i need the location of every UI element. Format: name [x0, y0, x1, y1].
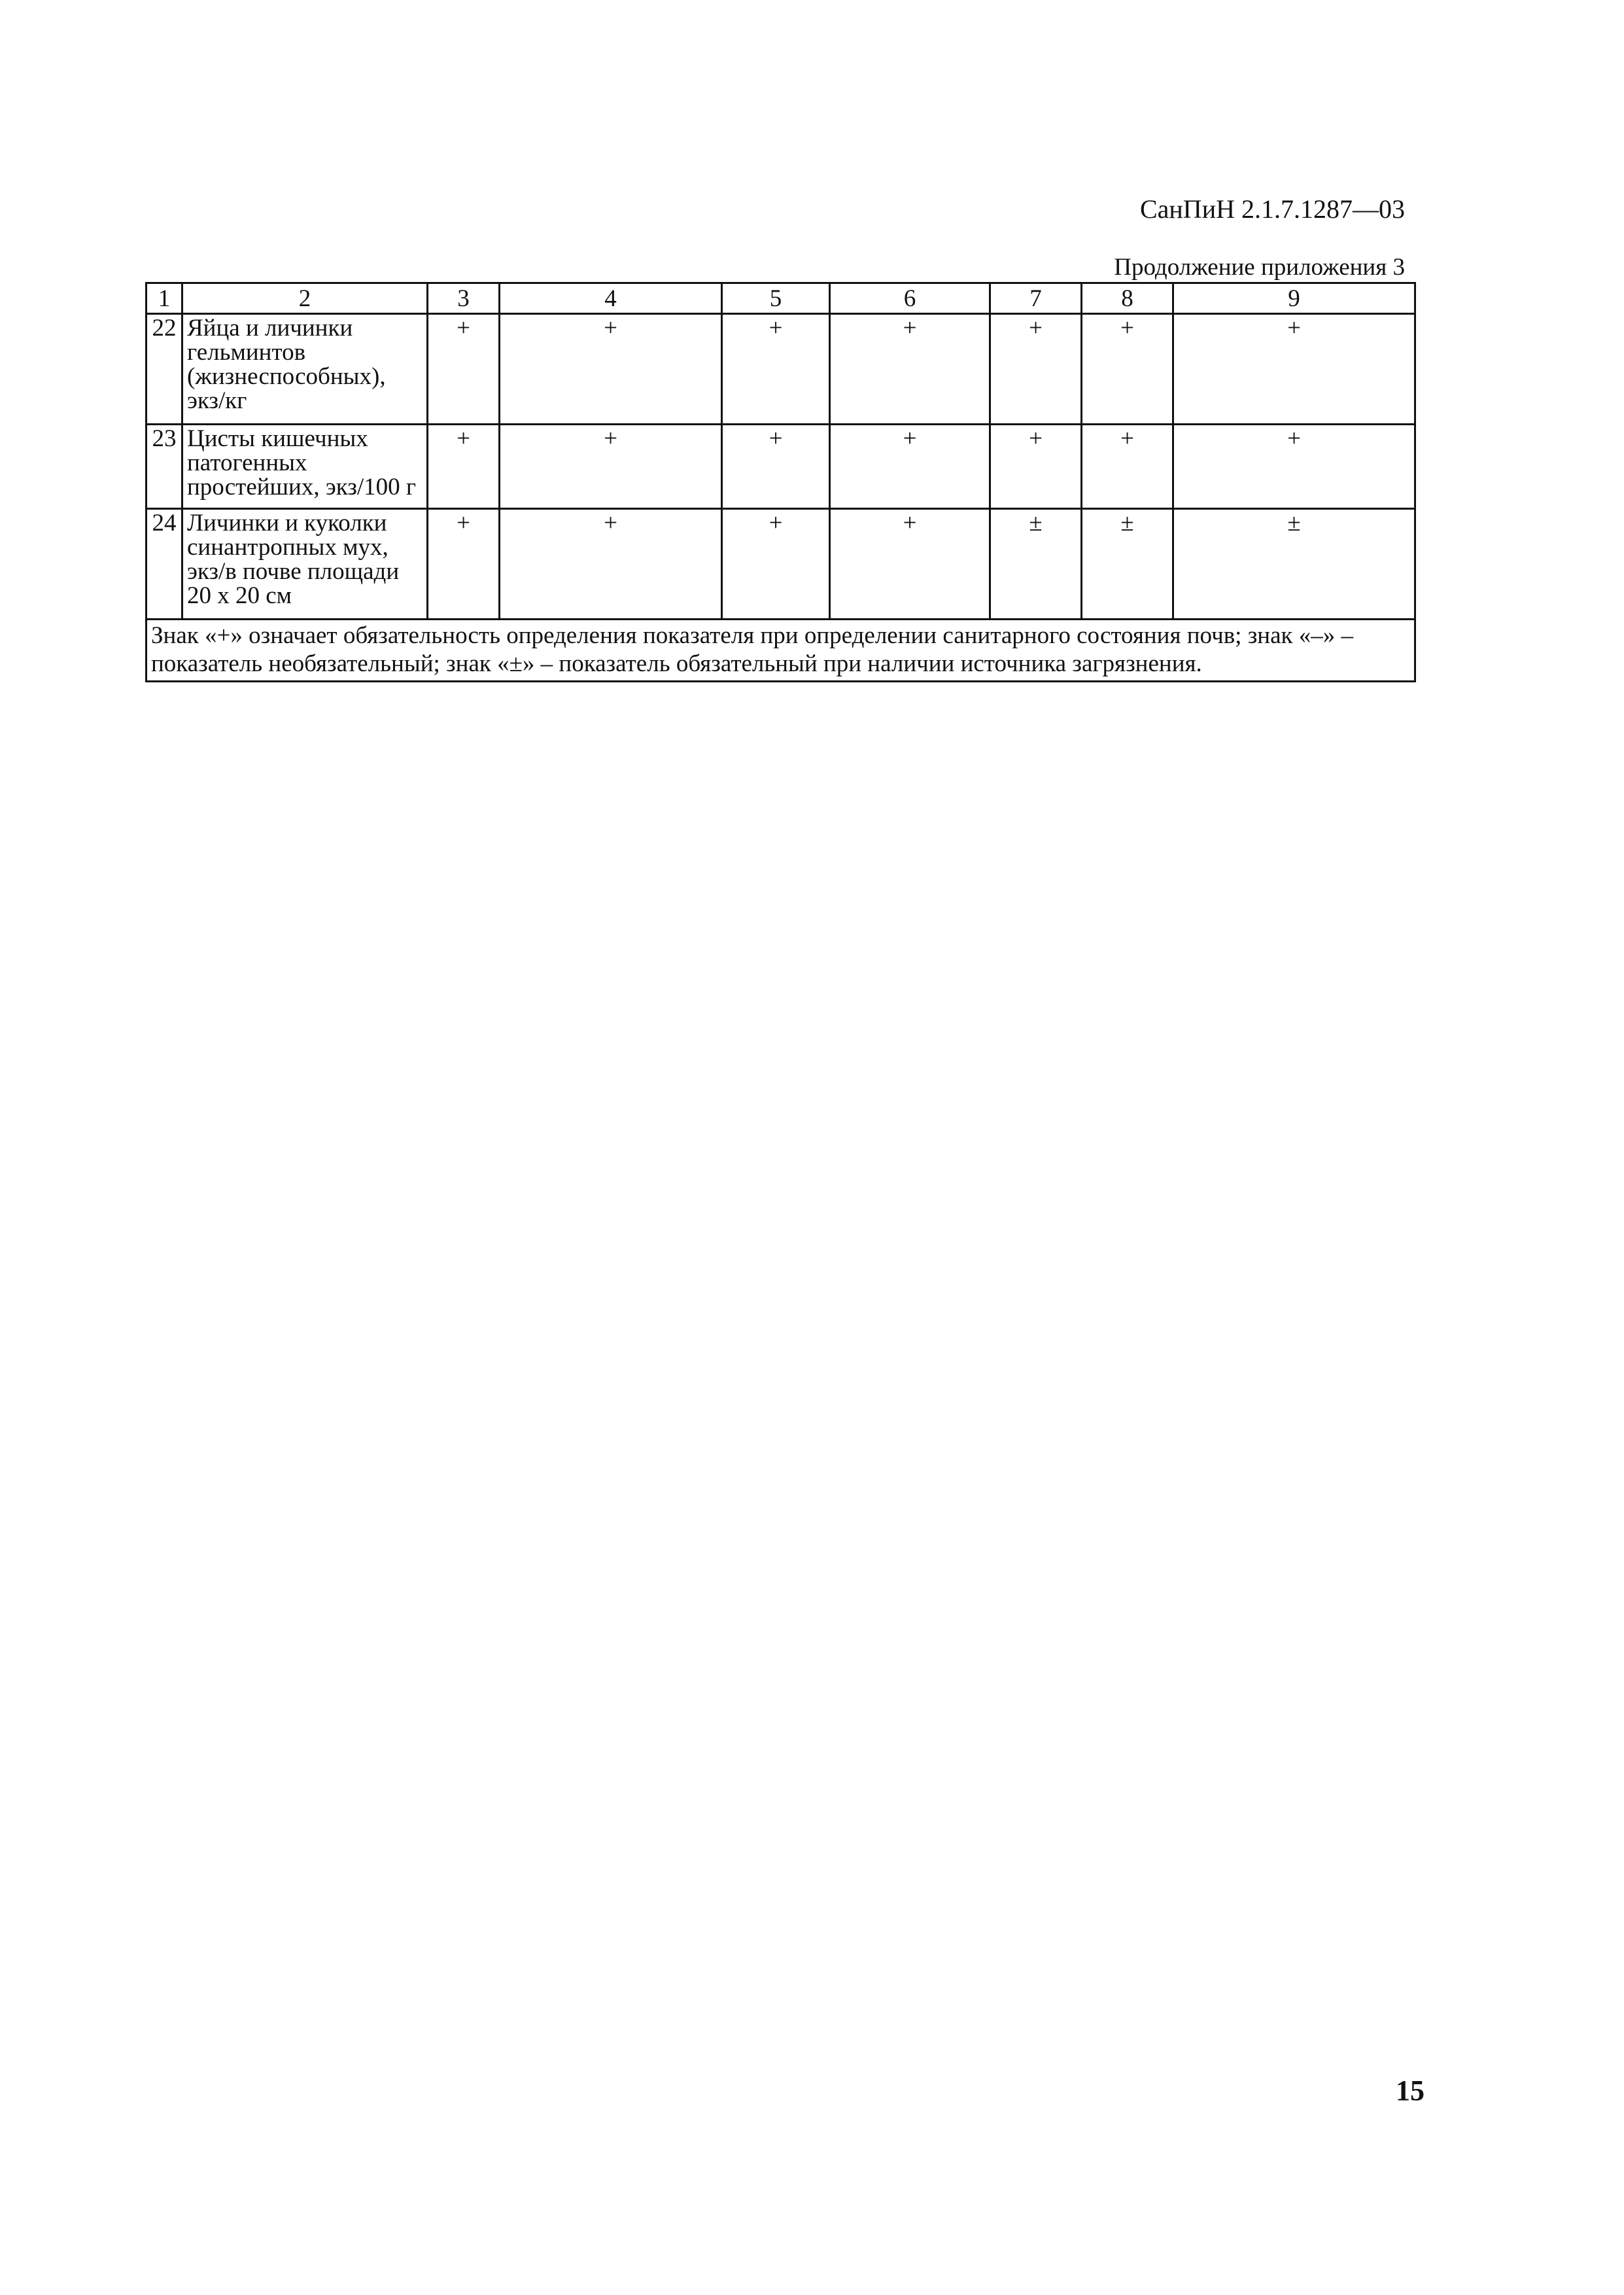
page-number: 15	[1396, 2075, 1425, 2107]
column-header: 8	[1082, 283, 1173, 314]
column-header: 7	[990, 283, 1082, 314]
table-note: Знак «+» означает обязательность определения показателя при определении санитарного состояния почв; знак «–» – показатель необязательный; знак «±» – показатель обязательный при наличии источника загрязнения.	[147, 620, 1415, 682]
document-code: СанПиН 2.1.7.1287—03	[1139, 194, 1405, 224]
requirement-mark: +	[722, 425, 830, 509]
requirement-mark: +	[722, 314, 830, 425]
requirement-mark: +	[722, 509, 830, 620]
table-row	[147, 314, 1415, 425]
requirement-mark: +	[500, 314, 722, 425]
requirement-mark: +	[1173, 425, 1415, 509]
column-header: 6	[830, 283, 990, 314]
column-number-row	[147, 283, 1415, 314]
requirement-mark: +	[990, 314, 1082, 425]
requirement-mark: +	[830, 314, 990, 425]
requirement-mark: +	[1082, 314, 1173, 425]
indicators-table	[145, 282, 1416, 682]
table-note-row	[147, 620, 1415, 682]
requirement-mark: +	[830, 425, 990, 509]
requirement-mark: ±	[990, 509, 1082, 620]
requirement-mark: +	[1173, 314, 1415, 425]
row-number: 22	[147, 314, 182, 425]
requirement-mark: ±	[1173, 509, 1415, 620]
requirement-mark: +	[428, 425, 500, 509]
row-number: 24	[147, 509, 182, 620]
requirement-mark: +	[428, 509, 500, 620]
requirement-mark: +	[500, 425, 722, 509]
column-header: 3	[428, 283, 500, 314]
requirement-mark: +	[1082, 425, 1173, 509]
table-row	[147, 509, 1415, 620]
table-row	[147, 425, 1415, 509]
requirement-mark: ±	[1082, 509, 1173, 620]
column-header: 4	[500, 283, 722, 314]
requirement-mark: +	[428, 314, 500, 425]
indicator-name: Цисты кишечных патогенных простейших, экз/100 г	[182, 425, 428, 509]
appendix-continuation-label: Продолжение приложения 3	[1114, 254, 1405, 281]
requirement-mark: +	[830, 509, 990, 620]
column-header: 1	[147, 283, 182, 314]
requirement-mark: +	[990, 425, 1082, 509]
column-header: 5	[722, 283, 830, 314]
indicator-name: Яйца и личинки гельминтов (жизнеспособных), экз/кг	[182, 314, 428, 425]
column-header: 9	[1173, 283, 1415, 314]
column-header: 2	[182, 283, 428, 314]
row-number: 23	[147, 425, 182, 509]
indicator-name: Личинки и куколки синантропных мух, экз/в почве площади 20 х 20 см	[182, 509, 428, 620]
requirement-mark: +	[500, 509, 722, 620]
